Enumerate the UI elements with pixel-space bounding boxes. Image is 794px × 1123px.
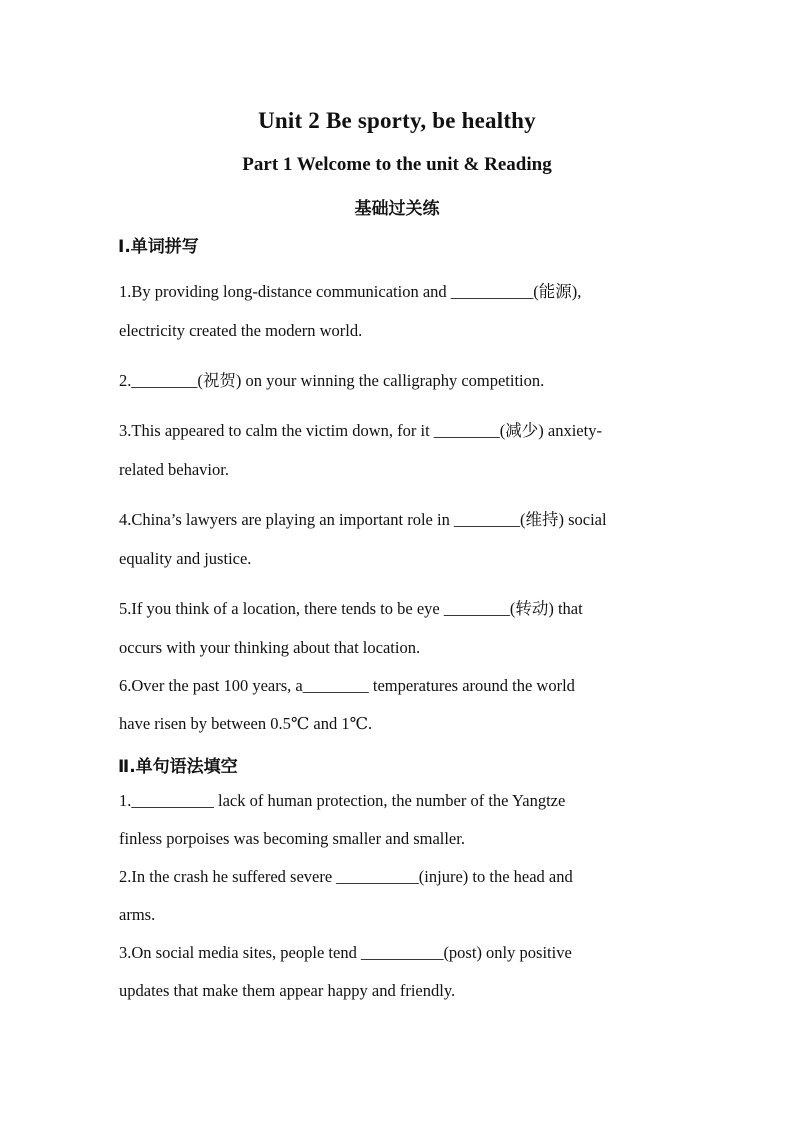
- question-line: 1.By providing long-distance communication and __________(能源),: [119, 282, 582, 301]
- question-line: updates that make them appear happy and friendly.: [119, 981, 456, 1000]
- question-line: 5.If you think of a location, there tends to be eye ________(转动) that: [119, 599, 583, 618]
- question-line: 4.China’s lawyers are playing an important role in ________(维持) social: [119, 510, 607, 529]
- question-line: electricity created the modern world.: [119, 321, 363, 340]
- question-line: related behavior.: [119, 460, 229, 479]
- section-heading-spelling: Ⅰ.单词拼写: [118, 237, 199, 257]
- question-line: 6.Over the past 100 years, a________ temperatures around the world: [119, 676, 575, 695]
- question-line: 1.__________ lack of human protection, the number of the Yangtze: [119, 791, 566, 810]
- question-line: equality and justice.: [119, 549, 252, 568]
- question-line: arms.: [119, 905, 156, 924]
- question-line: 2.________(祝贺) on your winning the calligraphy competition.: [119, 371, 545, 390]
- section-heading-grammar: Ⅱ.单句语法填空: [118, 757, 238, 777]
- question-line: 3.This appeared to calm the victim down, for it ________(减少) anxiety-: [119, 421, 602, 440]
- question-line: occurs with your thinking about that location.: [119, 638, 421, 657]
- exercise-subtitle: 基础过关练: [354, 199, 440, 219]
- part-title: Part 1 Welcome to the unit & Reading: [242, 154, 552, 175]
- question-line: 3.On social media sites, people tend __________(post) only positive: [119, 943, 572, 962]
- question-line: 2.In the crash he suffered severe __________(injure) to the head and: [119, 867, 573, 886]
- question-line: have risen by between 0.5℃ and 1℃.: [119, 714, 373, 733]
- unit-title: Unit 2 Be sporty, be healthy: [258, 108, 536, 133]
- question-line: finless porpoises was becoming smaller and smaller.: [119, 829, 465, 848]
